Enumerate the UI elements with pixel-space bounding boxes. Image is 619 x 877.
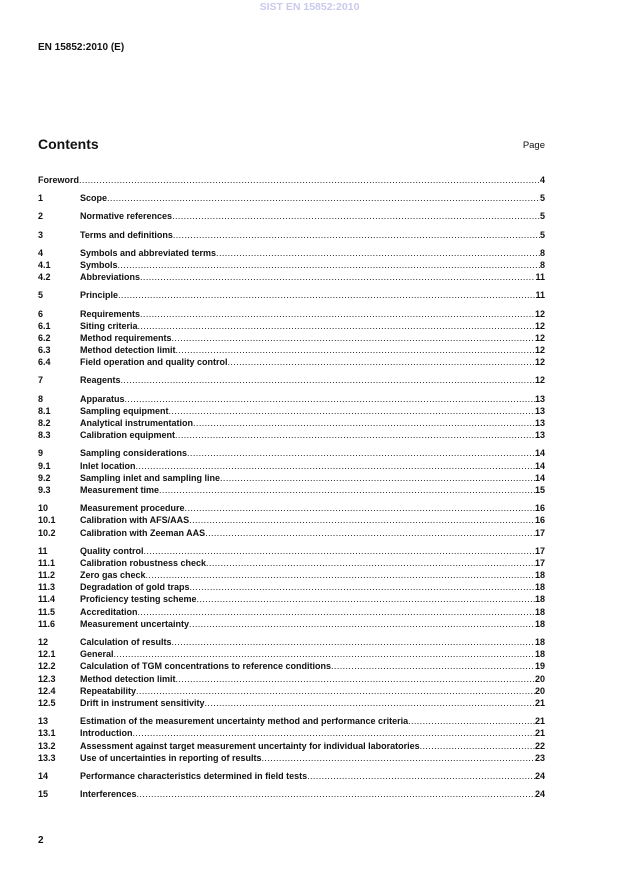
toc-entry-number: 8 bbox=[38, 393, 44, 404]
toc-entry-page: 8 bbox=[539, 259, 545, 270]
toc-entry-title: Accreditation bbox=[80, 606, 138, 617]
toc-entry-page: 12 bbox=[534, 345, 545, 356]
toc-entry-title: Assessment against target measurement uncertainty for individual laboratories bbox=[80, 740, 420, 751]
toc-entry[interactable] bbox=[38, 356, 545, 368]
dot-leader bbox=[307, 770, 535, 782]
toc-entry-title: Quality control bbox=[80, 545, 144, 556]
toc-entry-number: 11 bbox=[38, 545, 48, 556]
dot-leader bbox=[172, 636, 535, 648]
toc-entry-number: 8.3 bbox=[38, 430, 51, 441]
dot-leader bbox=[107, 192, 540, 204]
toc-entry-number: 11.4 bbox=[38, 594, 56, 605]
toc-entry-page: 5 bbox=[539, 229, 545, 240]
toc-entry-page: 23 bbox=[534, 752, 545, 763]
toc-entry-page: 18 bbox=[534, 594, 545, 605]
toc-entry-number: 10.2 bbox=[38, 527, 56, 538]
dot-leader bbox=[172, 332, 535, 344]
toc-entry-number: 9.2 bbox=[38, 472, 51, 483]
toc-entry[interactable] bbox=[38, 557, 545, 569]
toc-entry-page: 16 bbox=[534, 503, 545, 514]
toc-entry-title: Method requirements bbox=[80, 332, 172, 343]
toc-entry[interactable] bbox=[38, 618, 545, 630]
toc-entry[interactable] bbox=[38, 247, 545, 259]
toc-entry-number: 6 bbox=[38, 308, 44, 319]
dot-leader bbox=[144, 545, 535, 557]
dot-leader bbox=[137, 788, 535, 800]
page-column-label: Page bbox=[522, 140, 545, 151]
toc-entry-number: 11.3 bbox=[38, 582, 56, 593]
toc-entry-page: 19 bbox=[534, 661, 545, 672]
toc-group bbox=[38, 770, 545, 782]
toc-entry[interactable] bbox=[38, 581, 545, 593]
document-id-header: EN 15852:2010 (E) bbox=[38, 42, 125, 53]
toc-entry[interactable] bbox=[38, 740, 545, 752]
toc-entry-page: 18 bbox=[534, 606, 545, 617]
toc-entry[interactable] bbox=[38, 484, 545, 496]
toc-entry-number: 11.1 bbox=[38, 557, 56, 568]
toc-entry-page: 11 bbox=[535, 272, 545, 283]
toc-entry-number: 6.3 bbox=[38, 345, 51, 356]
toc-group bbox=[38, 447, 545, 496]
toc-entry-number: 6.4 bbox=[38, 357, 51, 368]
dot-leader bbox=[189, 618, 535, 630]
toc-entry-number: 11.6 bbox=[38, 618, 56, 629]
toc-entry[interactable] bbox=[38, 727, 545, 739]
dot-leader bbox=[262, 752, 535, 764]
dot-leader bbox=[228, 356, 535, 368]
toc-entry-title: Symbols bbox=[80, 259, 118, 270]
toc-entry-title: Calculation of TGM concentrations to reference conditions bbox=[80, 661, 332, 672]
dot-leader bbox=[206, 557, 535, 569]
toc-entry[interactable] bbox=[38, 192, 545, 204]
toc-group bbox=[38, 289, 545, 301]
toc-group bbox=[38, 374, 545, 386]
toc-entry-number: 13 bbox=[38, 716, 49, 727]
toc-entry-page: 11 bbox=[535, 290, 545, 301]
toc-entry-title: Calibration with Zeeman AAS bbox=[80, 527, 206, 538]
toc-entry-page: 21 bbox=[534, 728, 545, 739]
toc-entry[interactable] bbox=[38, 429, 545, 441]
toc-entry-page: 18 bbox=[534, 570, 545, 581]
toc-entry-title: Measurement procedure bbox=[80, 503, 185, 514]
dot-leader bbox=[118, 259, 540, 271]
toc-entry[interactable] bbox=[38, 752, 545, 764]
toc-group bbox=[38, 715, 545, 764]
dot-leader bbox=[193, 417, 535, 429]
toc-entry[interactable] bbox=[38, 472, 545, 484]
toc-entry-page: 13 bbox=[534, 405, 545, 416]
toc-entry-page: 14 bbox=[534, 472, 545, 483]
dot-leader bbox=[205, 697, 535, 709]
toc-entry-title: Analytical instrumentation bbox=[80, 418, 194, 428]
toc-group bbox=[38, 192, 545, 204]
toc-entry-page: 20 bbox=[534, 685, 545, 696]
toc-entry-page: 12 bbox=[534, 375, 545, 386]
dot-leader bbox=[197, 593, 535, 605]
toc-entry[interactable] bbox=[38, 229, 545, 241]
toc-entry[interactable] bbox=[38, 788, 545, 800]
toc-entry-page: 21 bbox=[534, 716, 545, 727]
toc-entry-title: Reagents bbox=[80, 375, 121, 386]
toc-entry-title: Measurement uncertainty bbox=[80, 618, 190, 629]
toc-entry[interactable] bbox=[38, 289, 545, 301]
toc-entry[interactable] bbox=[38, 210, 545, 222]
toc-entry-title: Siting criteria bbox=[80, 320, 138, 331]
dot-leader bbox=[189, 514, 535, 526]
toc-entry-title: Requirements bbox=[80, 308, 141, 319]
toc-entry[interactable] bbox=[38, 502, 545, 514]
dot-leader bbox=[331, 660, 535, 672]
dot-leader bbox=[138, 606, 535, 618]
toc-entry-number: 15 bbox=[38, 789, 49, 800]
toc-group bbox=[38, 788, 545, 800]
toc-entry-page: 18 bbox=[534, 618, 545, 629]
toc-entry-title: Sampling equipment bbox=[80, 405, 169, 416]
toc-entry-number: 9 bbox=[38, 448, 44, 459]
toc-entry-title: Estimation of the measurement uncertainty method and performance criteria bbox=[80, 716, 409, 727]
toc-entry-number: 9.1 bbox=[38, 460, 51, 471]
toc-entry-title: Method detection limit bbox=[80, 673, 176, 684]
toc-entry-title: Normative references bbox=[80, 211, 173, 222]
toc-entry-page: 17 bbox=[534, 527, 545, 538]
toc-entry-page: 12 bbox=[534, 357, 545, 368]
toc-entry[interactable] bbox=[38, 715, 545, 727]
toc-entry-page: 5 bbox=[539, 193, 545, 204]
toc-entry-number: 1 bbox=[38, 193, 44, 204]
toc-entry-title: Method detection limit bbox=[80, 345, 176, 356]
toc-entry-number: 11.5 bbox=[38, 606, 56, 617]
watermark: SIST EN 15852:2010 bbox=[259, 1, 360, 13]
toc-entry-page: 21 bbox=[534, 697, 545, 708]
toc-entry-page: 17 bbox=[534, 545, 545, 556]
toc-entry-title: Terms and definitions bbox=[80, 229, 173, 240]
toc-entry-page: 15 bbox=[534, 484, 545, 495]
toc-entry[interactable] bbox=[38, 673, 545, 685]
toc-entry[interactable] bbox=[38, 417, 545, 429]
toc-entry[interactable] bbox=[38, 259, 545, 271]
toc-entry-page: 22 bbox=[534, 740, 545, 751]
toc-entry-page: 18 bbox=[534, 637, 545, 647]
dot-leader bbox=[173, 229, 540, 241]
toc-entry-page: 24 bbox=[534, 789, 545, 800]
toc-entry-title: Measurement time bbox=[80, 484, 160, 495]
dot-leader bbox=[140, 271, 535, 283]
toc-entry-title: Calibration robustness check bbox=[80, 557, 207, 568]
toc-group bbox=[38, 393, 545, 442]
toc-entry[interactable] bbox=[38, 648, 545, 660]
dot-leader bbox=[140, 308, 535, 320]
toc-entry[interactable] bbox=[38, 460, 545, 472]
toc-entry[interactable] bbox=[38, 271, 545, 283]
dot-leader bbox=[176, 673, 535, 685]
toc-entry[interactable] bbox=[38, 770, 545, 782]
toc-entry-title: Scope bbox=[80, 193, 108, 204]
toc-entry-number: 11.2 bbox=[38, 570, 56, 581]
dot-leader bbox=[220, 472, 535, 484]
toc-entry-page: 12 bbox=[534, 320, 545, 331]
toc-group bbox=[38, 502, 545, 539]
toc-entry-number: 10.1 bbox=[38, 515, 56, 526]
toc-entry-title: Use of uncertainties in reporting of results bbox=[80, 752, 262, 763]
toc-entry[interactable] bbox=[38, 545, 545, 557]
toc-entry-title: Sampling inlet and sampling line bbox=[80, 472, 221, 483]
toc-entry-number: 6.2 bbox=[38, 332, 51, 343]
toc-entry-page: 13 bbox=[534, 430, 545, 441]
toc-entry-number: 4.2 bbox=[38, 272, 51, 283]
toc-entry[interactable] bbox=[38, 344, 545, 356]
toc-group bbox=[38, 247, 545, 284]
toc-entry[interactable] bbox=[38, 685, 545, 697]
toc-entry[interactable] bbox=[38, 374, 545, 386]
toc-entry-page: 13 bbox=[534, 393, 545, 404]
dot-leader bbox=[175, 429, 535, 441]
toc-entry[interactable] bbox=[38, 636, 545, 648]
toc-entry-page: 18 bbox=[534, 582, 545, 593]
toc-entry-number: 13.2 bbox=[38, 740, 56, 751]
toc-entry-title: Proficiency testing scheme bbox=[80, 594, 197, 605]
toc-entry-page: 18 bbox=[534, 649, 545, 660]
dot-leader bbox=[118, 289, 535, 301]
toc-entry-title: Introduction bbox=[80, 728, 133, 739]
toc-entry-number: 13.3 bbox=[38, 752, 56, 763]
toc-entry-title: Zero gas check bbox=[80, 570, 146, 581]
toc-entry-number: 13.1 bbox=[38, 728, 56, 739]
toc-entry[interactable] bbox=[38, 308, 545, 320]
toc-entry-page: 20 bbox=[534, 673, 545, 684]
toc-entry-page: 17 bbox=[534, 557, 545, 568]
toc-entry-number: 6.1 bbox=[38, 320, 51, 331]
dot-leader bbox=[176, 344, 535, 356]
toc-entry-title: Calculation of results bbox=[80, 637, 172, 647]
dot-leader bbox=[125, 393, 535, 405]
toc-entry-number: 12.4 bbox=[38, 685, 56, 696]
toc-entry-number: 9.3 bbox=[38, 484, 51, 495]
toc-entry-page: 13 bbox=[534, 418, 545, 428]
dot-leader bbox=[138, 320, 535, 332]
toc-entry[interactable] bbox=[38, 393, 545, 405]
toc-entry[interactable] bbox=[38, 332, 545, 344]
dot-leader bbox=[114, 648, 535, 660]
toc-entry[interactable] bbox=[38, 447, 545, 459]
dot-leader bbox=[159, 484, 535, 496]
toc-entry-title: Foreword bbox=[38, 175, 80, 185]
toc-entry-title: Repeatability bbox=[80, 685, 137, 696]
dot-leader bbox=[121, 374, 535, 386]
dot-leader bbox=[146, 569, 535, 581]
toc-entry-number: 12.2 bbox=[38, 661, 56, 672]
toc-entry-title: Principle bbox=[80, 290, 119, 301]
toc-entry-page: 12 bbox=[534, 332, 545, 343]
toc-entry-page: 14 bbox=[534, 460, 545, 471]
toc-entry-number: 10 bbox=[38, 503, 49, 514]
toc-entry-page: 5 bbox=[539, 211, 545, 222]
toc-entry-title: Sampling considerations bbox=[80, 448, 188, 459]
toc-entry-number: 12.3 bbox=[38, 673, 56, 684]
toc-entry-number: 4 bbox=[38, 247, 44, 258]
toc-group bbox=[38, 210, 545, 222]
toc-entry[interactable] bbox=[38, 660, 545, 672]
dot-leader bbox=[185, 502, 535, 514]
dot-leader bbox=[136, 685, 535, 697]
toc-entry[interactable] bbox=[38, 174, 545, 186]
toc-entry-number: 2 bbox=[38, 211, 44, 222]
dot-leader bbox=[216, 247, 540, 259]
toc-entry-title: Drift in instrument sensitivity bbox=[80, 697, 205, 708]
toc-entry-page: 12 bbox=[534, 308, 545, 319]
toc-entry[interactable] bbox=[38, 593, 545, 605]
toc-entry-title: Symbols and abbreviated terms bbox=[80, 247, 217, 258]
toc-entry[interactable] bbox=[38, 569, 545, 581]
dot-leader bbox=[169, 405, 535, 417]
toc-entry-title: Field operation and quality control bbox=[80, 357, 228, 368]
dot-leader bbox=[190, 581, 535, 593]
dot-leader bbox=[79, 174, 540, 186]
toc-group bbox=[38, 229, 545, 241]
dot-leader bbox=[187, 447, 535, 459]
toc-entry-title: General bbox=[80, 649, 114, 660]
toc-entry[interactable] bbox=[38, 527, 545, 539]
toc-entry-title: Calibration equipment bbox=[80, 430, 176, 441]
toc-group bbox=[38, 545, 545, 630]
toc-entry-title: Interferences bbox=[80, 789, 137, 800]
toc-entry[interactable] bbox=[38, 514, 545, 526]
contents-heading: Contents bbox=[38, 136, 99, 152]
toc-group bbox=[38, 174, 545, 186]
toc-entry-title: Calibration with AFS/AAS bbox=[80, 515, 190, 526]
dot-leader bbox=[420, 740, 535, 752]
toc-entry-title: Abbreviations bbox=[80, 272, 141, 283]
toc-entry-page: 14 bbox=[534, 448, 545, 459]
toc-entry-number: 12.1 bbox=[38, 649, 56, 660]
toc-entry-number: 3 bbox=[38, 229, 44, 240]
toc-entry-page: 16 bbox=[534, 515, 545, 526]
dot-leader bbox=[136, 460, 535, 472]
toc-entry-page: 8 bbox=[539, 247, 545, 258]
page-number: 2 bbox=[38, 835, 44, 846]
toc-entry-number: 4.1 bbox=[38, 259, 51, 270]
toc-entry[interactable] bbox=[38, 405, 545, 417]
toc-entry[interactable] bbox=[38, 606, 545, 618]
toc-entry-number: 5 bbox=[38, 290, 44, 301]
toc-group bbox=[38, 636, 545, 709]
toc-entry-title: Degradation of gold traps bbox=[80, 582, 190, 593]
toc-entry-number: 7 bbox=[38, 375, 44, 386]
toc-entry-title: Apparatus bbox=[80, 393, 125, 404]
toc-entry-title: Performance characteristics determined in field tests bbox=[80, 770, 308, 781]
toc-entry-number: 8.1 bbox=[38, 405, 51, 416]
toc-entry-number: 8.2 bbox=[38, 418, 51, 428]
toc-entry-page: 24 bbox=[534, 770, 545, 781]
dot-leader bbox=[408, 715, 535, 727]
dot-leader bbox=[172, 210, 540, 222]
dot-leader bbox=[133, 727, 535, 739]
toc-entry-page: 4 bbox=[539, 175, 545, 185]
toc-entry-number: 14 bbox=[38, 770, 49, 781]
dot-leader bbox=[205, 527, 535, 539]
toc-group bbox=[38, 308, 545, 369]
toc-entry-number: 12 bbox=[38, 637, 49, 647]
toc-entry-title: Inlet location bbox=[80, 460, 136, 471]
table-of-contents bbox=[38, 174, 545, 800]
toc-entry[interactable] bbox=[38, 697, 545, 709]
toc-entry[interactable] bbox=[38, 320, 545, 332]
toc-entry-number: 12.5 bbox=[38, 697, 56, 708]
